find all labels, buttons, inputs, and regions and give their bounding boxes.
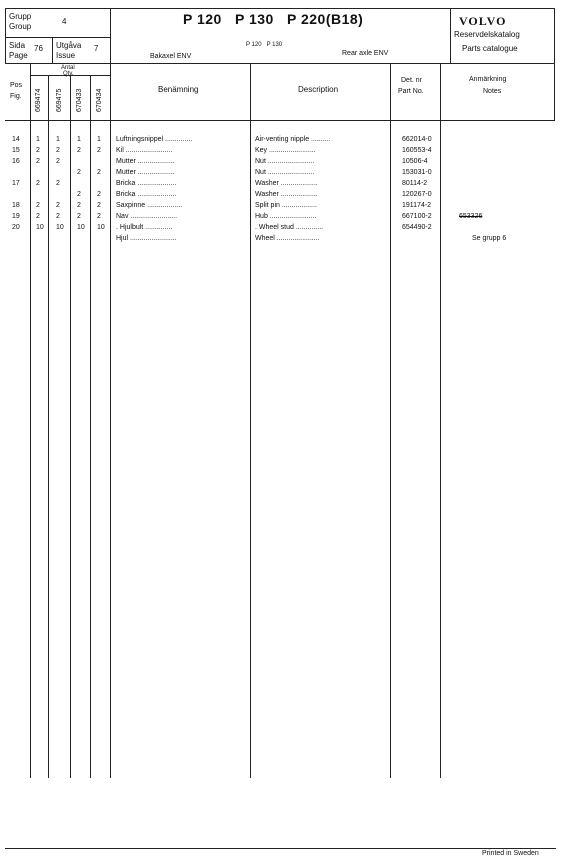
row-name-sv: Nav ........................ xyxy=(116,213,178,220)
row-pos: 15 xyxy=(12,147,20,154)
row-qty-3: 2 xyxy=(77,213,81,220)
volvo-logo: VOLVO xyxy=(459,14,507,28)
section-title-sv: Bakaxel ENV xyxy=(150,53,192,60)
row-qty-3: 2 xyxy=(77,191,81,198)
row-description: Nut ........................ xyxy=(255,158,315,165)
col-line-notes xyxy=(440,63,441,778)
name-header: Benämning xyxy=(158,85,199,94)
models-subtitle: P 120 P 130 xyxy=(246,42,283,48)
header-col-divider-2 xyxy=(450,8,451,64)
group-value: 4 xyxy=(62,17,67,26)
row-part-no: 662014-0 xyxy=(402,136,432,143)
page-value: 76 xyxy=(34,44,43,53)
page-label-en: Page xyxy=(9,51,28,60)
row-part-no: 654490-2 xyxy=(402,224,432,231)
row-name-sv: Bricka .................... xyxy=(116,180,177,187)
row-name-sv: Hjul ........................ xyxy=(116,235,177,242)
col-line-q3 xyxy=(90,75,91,778)
row-name-sv: . Hjulbult .............. xyxy=(116,224,173,231)
row-qty-4: 1 xyxy=(97,136,101,143)
row-qty-3: 2 xyxy=(77,202,81,209)
row-qty-3: 1 xyxy=(77,136,81,143)
row-qty-2: 2 xyxy=(56,202,60,209)
group-label: Grupp xyxy=(9,12,32,21)
row-pos: 16 xyxy=(12,158,20,165)
row-part-no: 191174-2 xyxy=(402,202,432,209)
row-part-no: 667100-2 xyxy=(402,213,432,220)
qty-header-sv: Antal xyxy=(61,65,75,71)
frame-right xyxy=(554,8,555,120)
row-qty-3: 10 xyxy=(77,224,85,231)
row-qty-1: 2 xyxy=(36,180,40,187)
issue-value: 7 xyxy=(94,44,99,53)
row-name-sv: Kil ........................ xyxy=(116,147,173,154)
model-col-1: 669474 xyxy=(35,88,42,112)
row-part-no: 160553-4 xyxy=(402,147,432,154)
row-qty-4: 10 xyxy=(97,224,105,231)
col-line-q1 xyxy=(48,75,49,778)
row-qty-1: 2 xyxy=(36,202,40,209)
row-qty-2: 2 xyxy=(56,158,60,165)
pos-header: Pos xyxy=(10,82,23,89)
catalogue-sv: Reservdelskatalog xyxy=(454,30,520,39)
partno-header-sv: Det. nr xyxy=(401,77,423,84)
row-qty-2: 1 xyxy=(56,136,60,143)
row-qty-1: 2 xyxy=(36,213,40,220)
row-qty-4: 2 xyxy=(97,169,101,176)
model-col-2: 669475 xyxy=(56,88,63,112)
row-qty-2: 2 xyxy=(56,147,60,154)
issue-label: Utgåva xyxy=(56,41,82,50)
row-name-sv: Bricka .................... xyxy=(116,191,177,198)
row-pos: 14 xyxy=(12,136,20,143)
row-qty-4: 2 xyxy=(97,213,101,220)
qty-header-en: Qty. xyxy=(63,71,74,77)
row-pos: 18 xyxy=(12,202,20,209)
header-bottom-rule-2 xyxy=(110,63,555,64)
notes-header-en: Notes xyxy=(483,88,502,95)
row-name-sv: Mutter ................... xyxy=(116,158,175,165)
issue-label-en: Issue xyxy=(56,51,76,60)
col-line-desc xyxy=(250,63,251,778)
row-qty-2: 10 xyxy=(56,224,64,231)
fig-header: Fig. xyxy=(10,93,22,100)
row-pos: 20 xyxy=(12,224,20,231)
section-title-en: Rear axle ENV xyxy=(342,50,389,57)
row-name-sv: Luftningsnippel .............. xyxy=(116,136,193,143)
row-qty-4: 2 xyxy=(97,202,101,209)
row-qty-1: 1 xyxy=(36,136,40,143)
description-header: Description xyxy=(298,85,339,94)
frame-left xyxy=(5,8,6,64)
page-label: Sida xyxy=(9,41,26,50)
row-description: Nut ........................ xyxy=(255,169,315,176)
model-col-3: 670433 xyxy=(76,88,83,112)
row-qty-1: 2 xyxy=(36,147,40,154)
column-header-bottom xyxy=(5,120,555,121)
row-description: Air-venting nipple .......... xyxy=(255,136,331,143)
row-description: Split pin .................. xyxy=(255,202,317,209)
row-description: . Wheel stud .............. xyxy=(255,224,324,231)
row-description: Washer ................... xyxy=(255,180,318,187)
row-qty-1: 2 xyxy=(36,158,40,165)
row-part-no: 153031-0 xyxy=(402,169,432,176)
row-name-sv: Saxpinne .................. xyxy=(116,202,183,209)
row-description: Wheel ...................... xyxy=(255,235,320,242)
model-col-4: 670434 xyxy=(96,88,103,112)
catalogue-en: Parts catalogue xyxy=(462,44,518,53)
row-part-no: 120267-0 xyxy=(402,191,432,198)
row-description: Hub ........................ xyxy=(255,213,317,220)
row-qty-2: 2 xyxy=(56,213,60,220)
col-line-pos xyxy=(30,63,31,778)
group-label-en: Group xyxy=(9,22,32,31)
col-line-q4 xyxy=(110,63,111,778)
header-bottom-rule xyxy=(5,63,110,64)
row-qty-2: 2 xyxy=(56,180,60,187)
page-issue-divider xyxy=(52,37,53,63)
models-title: P 120 P 130 P 220(B18) xyxy=(183,11,364,27)
row-qty-1: 10 xyxy=(36,224,44,231)
partno-header-en: Part No. xyxy=(398,88,424,95)
row-qty-4: 2 xyxy=(97,147,101,154)
row-note: 653326 xyxy=(459,213,483,220)
row-part-no: 80114-2 xyxy=(402,180,428,187)
row-qty-3: 2 xyxy=(77,169,81,176)
notes-header-sv: Anmärkning xyxy=(469,76,507,83)
row-description: Washer ................... xyxy=(255,191,318,198)
row-part-no: 10506-4 xyxy=(402,158,428,165)
row-pos: 17 xyxy=(12,180,20,187)
frame-bottom xyxy=(5,848,556,849)
row-pos: 19 xyxy=(12,213,20,220)
frame-top xyxy=(5,8,554,9)
row-note: Se grupp 6 xyxy=(472,235,507,242)
group-divider xyxy=(5,37,110,38)
col-line-part xyxy=(390,63,391,778)
header-col-divider-1 xyxy=(110,8,111,64)
row-qty-4: 2 xyxy=(97,191,101,198)
printed-in: Printed in Sweden xyxy=(482,850,539,857)
row-description: Key ........................ xyxy=(255,147,316,154)
col-line-q2 xyxy=(70,75,71,778)
row-qty-3: 2 xyxy=(77,147,81,154)
row-name-sv: Mutter ................... xyxy=(116,169,175,176)
